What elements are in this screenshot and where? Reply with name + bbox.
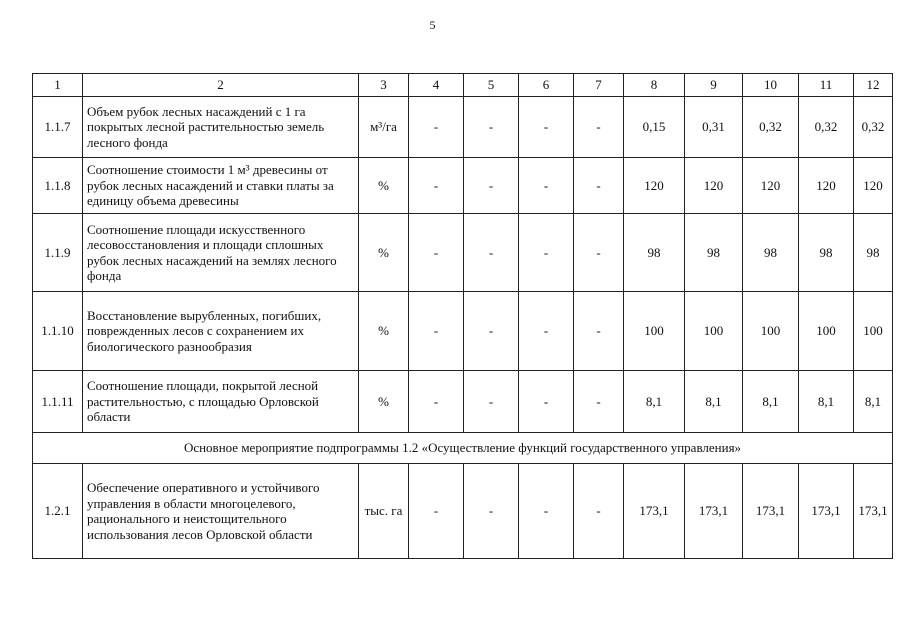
table-row (33, 214, 893, 292)
column-header: 12 (854, 74, 893, 97)
column-header: 5 (464, 74, 519, 97)
value-cell: 98 (685, 214, 743, 292)
column-header: 9 (685, 74, 743, 97)
value-cell: - (519, 214, 574, 292)
value-cell: 100 (854, 292, 893, 371)
value-cell: 173,1 (799, 464, 854, 559)
value-cell: 8,1 (854, 371, 893, 433)
value-cell: - (409, 214, 464, 292)
value-cell: 100 (743, 292, 799, 371)
value-cell: - (464, 371, 519, 433)
unit: тыс. га (359, 464, 409, 559)
value-cell: 173,1 (685, 464, 743, 559)
value-cell: - (464, 97, 519, 158)
value-cell: - (574, 214, 624, 292)
value-cell: - (574, 97, 624, 158)
value-cell: 0,32 (854, 97, 893, 158)
row-number: 1.1.8 (33, 158, 83, 214)
column-header: 8 (624, 74, 685, 97)
value-cell: 8,1 (799, 371, 854, 433)
page-number: 5 (429, 18, 436, 32)
value-cell: 120 (624, 158, 685, 214)
value-cell: 8,1 (685, 371, 743, 433)
column-header: 2 (83, 74, 359, 97)
column-header: 6 (519, 74, 574, 97)
value-cell: 0,15 (624, 97, 685, 158)
value-cell: - (409, 97, 464, 158)
value-cell: 173,1 (624, 464, 685, 559)
indicator-name: Объем рубок лесных насаждений с 1 га покрытых лесной растительностью земель лесного фонда (83, 97, 359, 158)
indicator-name: Соотношение площади, покрытой лесной растительностью, с площадью Орловской области (83, 371, 359, 433)
row-number: 1.2.1 (33, 464, 83, 559)
value-cell: 120 (743, 158, 799, 214)
value-cell: 100 (799, 292, 854, 371)
value-cell: 98 (624, 214, 685, 292)
value-cell: 173,1 (743, 464, 799, 559)
value-cell: - (464, 214, 519, 292)
row-number: 1.1.7 (33, 97, 83, 158)
value-cell: 0,32 (799, 97, 854, 158)
value-cell: - (574, 158, 624, 214)
value-cell: 98 (743, 214, 799, 292)
unit: % (359, 214, 409, 292)
value-cell: 100 (624, 292, 685, 371)
column-header: 11 (799, 74, 854, 97)
value-cell: - (519, 371, 574, 433)
value-cell: - (464, 464, 519, 559)
value-cell: - (519, 97, 574, 158)
value-cell: - (519, 292, 574, 371)
column-header: 1 (33, 74, 83, 97)
indicator-name: Обеспечение оперативного и устойчивого управления в области многоцелевого, рационального и неистощительного использования лесов Орловской области (83, 464, 359, 559)
column-header: 10 (743, 74, 799, 97)
unit: % (359, 371, 409, 433)
value-cell: - (519, 464, 574, 559)
table-row (33, 464, 893, 559)
value-cell: - (464, 292, 519, 371)
value-cell: - (409, 464, 464, 559)
value-cell: - (574, 292, 624, 371)
table-row (33, 158, 893, 214)
value-cell: 120 (685, 158, 743, 214)
unit: м³/га (359, 97, 409, 158)
value-cell: 0,32 (743, 97, 799, 158)
section-row (33, 433, 893, 464)
value-cell: 173,1 (854, 464, 893, 559)
value-cell: - (574, 464, 624, 559)
value-cell: - (574, 371, 624, 433)
value-cell: 120 (854, 158, 893, 214)
indicator-name: Соотношение стоимости 1 м³ древесины от рубок лесных насаждений и ставки платы за единицу объема древесины (83, 158, 359, 214)
value-cell: 8,1 (624, 371, 685, 433)
value-cell: 98 (854, 214, 893, 292)
table-row (33, 97, 893, 158)
value-cell: - (409, 158, 464, 214)
section-title: Основное мероприятие подпрограммы 1.2 «Осуществление функций государственного управления» (33, 433, 893, 464)
column-header: 7 (574, 74, 624, 97)
value-cell: - (519, 158, 574, 214)
value-cell: 98 (799, 214, 854, 292)
unit: % (359, 292, 409, 371)
column-header: 4 (409, 74, 464, 97)
column-header: 3 (359, 74, 409, 97)
value-cell: - (409, 371, 464, 433)
value-cell: - (409, 292, 464, 371)
row-number: 1.1.11 (33, 371, 83, 433)
value-cell: 0,31 (685, 97, 743, 158)
table-row (33, 371, 893, 433)
value-cell: 120 (799, 158, 854, 214)
table-header-row (33, 74, 893, 97)
indicator-name: Восстановление вырубленных, погибших, поврежденных лесов с сохранением их биологического разнообразия (83, 292, 359, 371)
row-number: 1.1.9 (33, 214, 83, 292)
value-cell: 100 (685, 292, 743, 371)
unit: % (359, 158, 409, 214)
table-row (33, 292, 893, 371)
indicators-table (32, 73, 893, 559)
indicator-name: Соотношение площади искусственного лесовосстановления и площади сплошных рубок лесных насаждений на землях лесного фонда (83, 214, 359, 292)
value-cell: - (464, 158, 519, 214)
row-number: 1.1.10 (33, 292, 83, 371)
value-cell: 8,1 (743, 371, 799, 433)
